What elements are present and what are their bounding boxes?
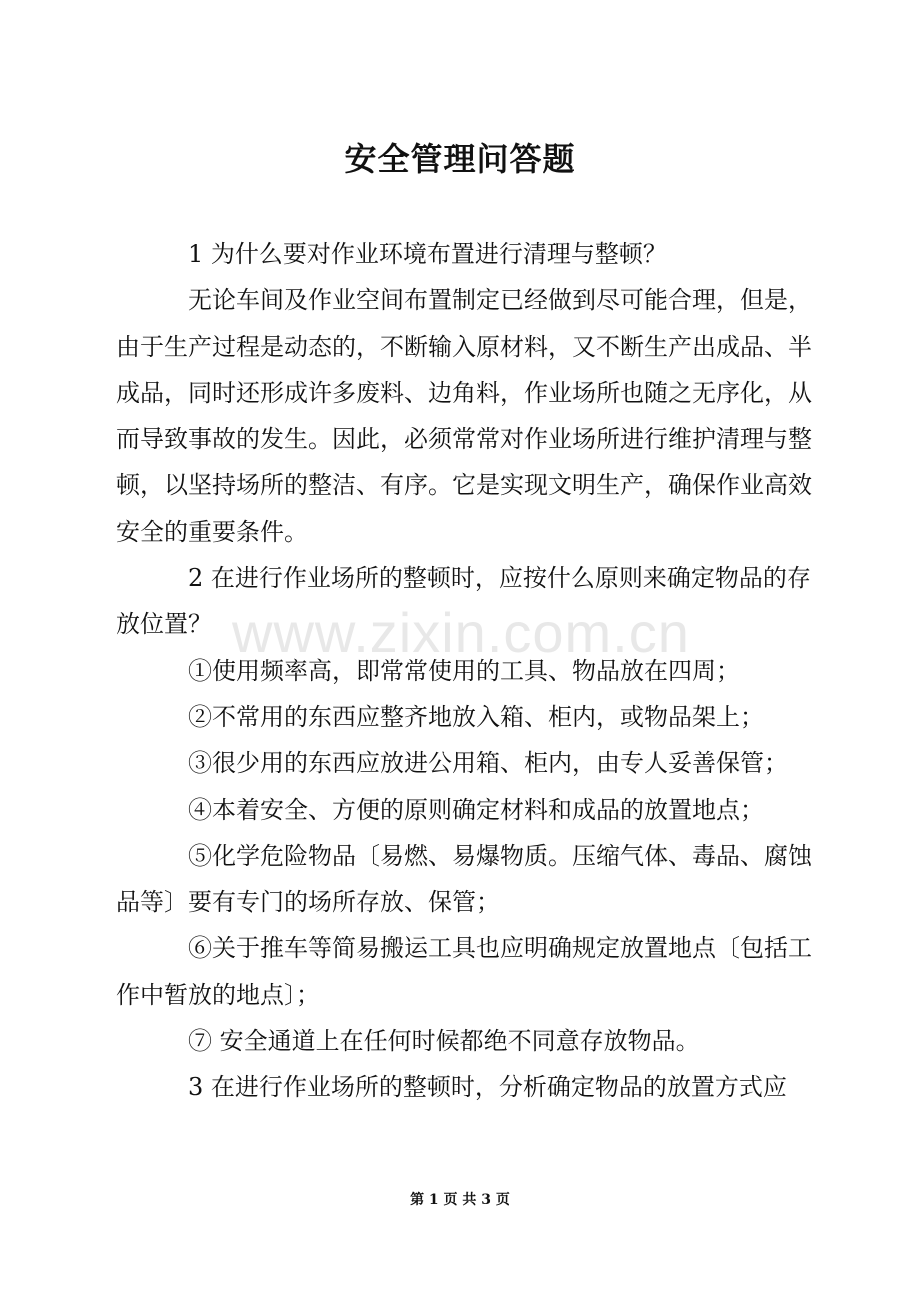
- list-item-1: ①使用频率高，即常常使用的工具、物品放在四周；: [188, 656, 740, 685]
- document-title: 安全管理问答题: [344, 140, 576, 178]
- paragraph-answer-1: 无论车间及作业空间布置制定已经做到尽可能合理，但是，由于生产过程是动态的，不断输入原材料，又不断生产出成品、半成品，同时还形成许多废料、边角料，作业场所也随之无序化，从而导致事故的发生。因此，必须常常对作业场所进行维护清理与整顿，以坚持场所的整洁、有序。它是实现文明生产，确保作业高效安全的重要条件。: [116, 286, 812, 546]
- list-item-4: ④本着安全、方便的原则确定材料和成品的放置地点；: [188, 795, 764, 824]
- page-footer: 第 1 页 共 3 页: [410, 1192, 510, 1208]
- watermark-text: www.zixin.com.cn: [232, 601, 690, 664]
- paragraph-question-2: 2 在进行作业场所的整顿时，应按什么原则来确定物品的存放位置？: [116, 564, 811, 639]
- list-item-7: ⑦ 安全通道上在任何时候都绝不同意存放物品。: [188, 1027, 700, 1056]
- list-item-2: ②不常用的东西应整齐地放入箱、柜内，或物品架上；: [188, 702, 764, 731]
- list-item-6: ⑥关于推车等简易搬运工具也应明确规定放置地点〔包括工作中暂放的地点〕；: [116, 934, 812, 1009]
- list-item-3: ③很少用的东西应放进公用箱、柜内，由专人妥善保管；: [188, 749, 788, 778]
- document-body: [116, 231, 832, 1111]
- list-item-5: ⑤化学危险物品〔易燃、易爆物质。压缩气体、毒品、腐蚀品等〕要有专门的场所存放、保管；: [116, 841, 812, 917]
- paragraph-question-3: 3 在进行作业场所的整顿时，分析确定物品的放置方式应: [188, 1073, 787, 1102]
- paragraph-question-1: 1 为什么要对作业环境布置进行清理与整顿？: [188, 240, 667, 268]
